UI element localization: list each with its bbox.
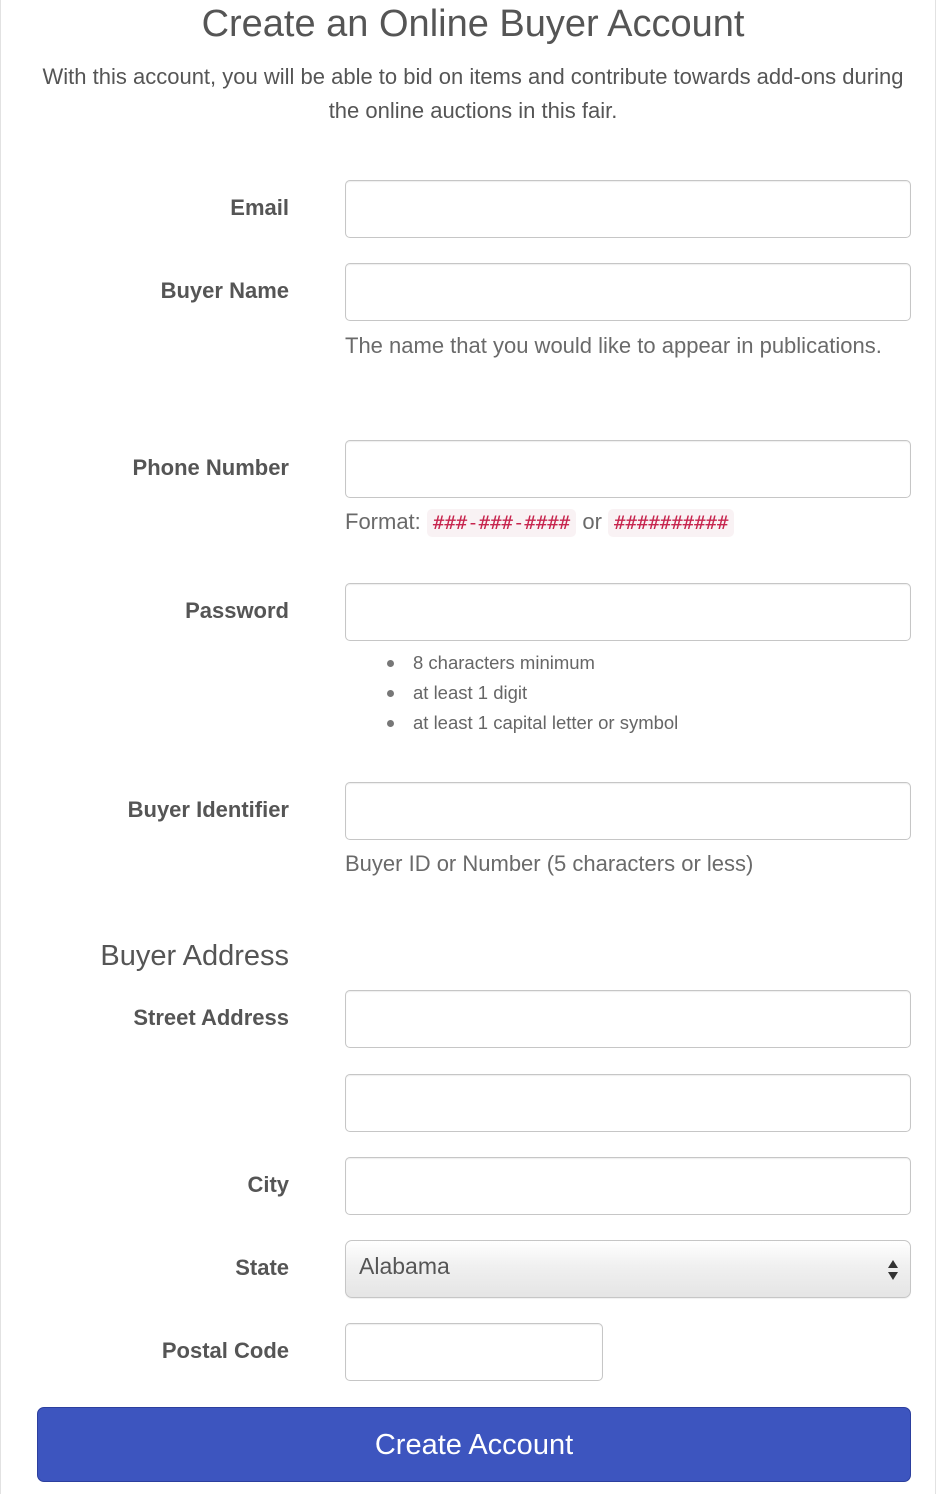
- email-label: Email: [230, 195, 289, 220]
- intro-text: With this account, you will be able to bid on items and contribute towards add-ons during the online auctions in this fair.: [42, 64, 904, 123]
- street-address-line2-input[interactable]: [345, 1074, 911, 1132]
- state-selected-value: Alabama: [359, 1253, 450, 1279]
- password-rule: 8 characters minimum: [413, 648, 678, 678]
- phone-format-dashed: ###-###-####: [427, 509, 576, 537]
- select-arrows-icon: [887, 1258, 899, 1282]
- password-input[interactable]: [345, 583, 911, 641]
- state-label: State: [235, 1255, 289, 1280]
- phone-number-label: Phone Number: [132, 455, 289, 480]
- phone-format-help: [345, 505, 911, 540]
- password-rules-list: [345, 648, 678, 738]
- password-rule: at least 1 digit: [413, 678, 678, 708]
- page-title: Create an Online Buyer Account: [201, 3, 745, 45]
- phone-format-prefix: Format:: [345, 509, 421, 534]
- street-address-label: Street Address: [133, 1005, 289, 1030]
- buyer-identifier-label: Buyer Identifier: [127, 797, 289, 822]
- phone-format-plain: ##########: [608, 509, 734, 537]
- buyer-identifier-input[interactable]: [345, 782, 911, 840]
- city-input[interactable]: [345, 1157, 911, 1215]
- phone-format-or: or: [582, 509, 602, 534]
- buyer-identifier-help: Buyer ID or Number (5 characters or less): [345, 851, 754, 876]
- buyer-name-help: The name that you would like to appear in publications.: [345, 333, 882, 358]
- phone-number-input[interactable]: [345, 440, 911, 498]
- buyer-name-label: Buyer Name: [160, 278, 289, 303]
- city-label: City: [247, 1172, 289, 1197]
- postal-code-input[interactable]: [345, 1323, 603, 1381]
- email-input[interactable]: [345, 180, 911, 238]
- state-select[interactable]: [345, 1240, 911, 1298]
- buyer-name-input[interactable]: [345, 263, 911, 321]
- postal-code-label: Postal Code: [161, 1338, 289, 1363]
- create-account-button[interactable]: Create Account: [37, 1407, 911, 1482]
- password-rule: at least 1 capital letter or symbol: [413, 708, 678, 738]
- street-address-line1-input[interactable]: [345, 990, 911, 1048]
- buyer-address-heading: Buyer Address: [100, 940, 289, 972]
- password-label: Password: [185, 598, 289, 623]
